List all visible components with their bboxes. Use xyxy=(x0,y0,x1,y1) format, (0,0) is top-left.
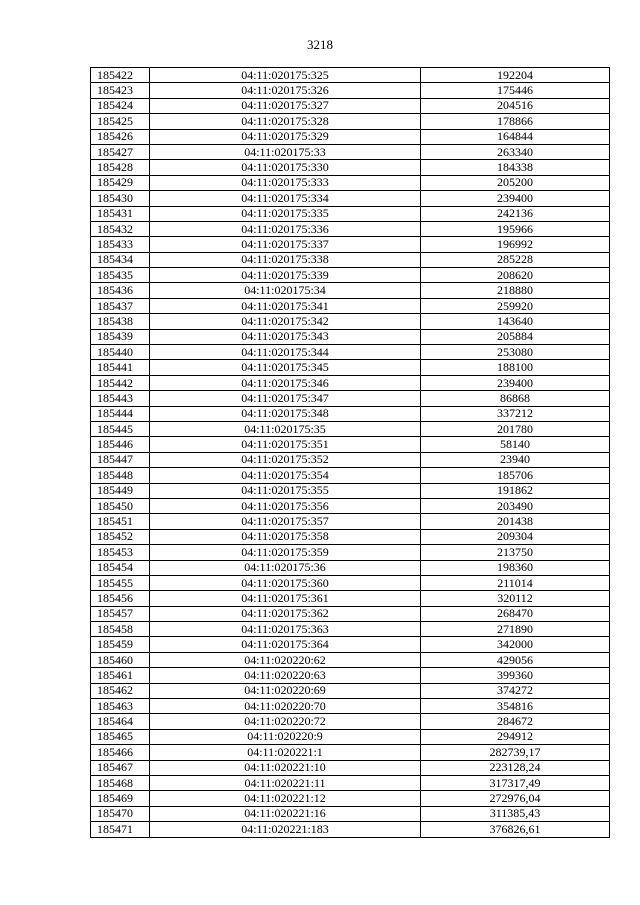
row-number-cell: 185455 xyxy=(91,575,150,590)
row-number-cell: 185431 xyxy=(91,206,150,221)
table-row xyxy=(91,791,610,806)
cadastral-number-cell: 04:11:020175:361 xyxy=(150,591,421,606)
row-number-cell: 185439 xyxy=(91,329,150,344)
value-cell: 175446 xyxy=(421,83,610,98)
row-number-cell: 185447 xyxy=(91,452,150,467)
table-row xyxy=(91,806,610,821)
cadastral-number-cell: 04:11:020175:357 xyxy=(150,514,421,529)
row-number-cell: 185438 xyxy=(91,314,150,329)
table-row xyxy=(91,345,610,360)
row-number-cell: 185425 xyxy=(91,114,150,129)
row-number-cell: 185423 xyxy=(91,83,150,98)
cadastral-number-cell: 04:11:020220:62 xyxy=(150,652,421,667)
table-row xyxy=(91,375,610,390)
value-cell: 337212 xyxy=(421,406,610,421)
row-number-cell: 185444 xyxy=(91,406,150,421)
value-cell: 205200 xyxy=(421,175,610,190)
value-cell: 198360 xyxy=(421,560,610,575)
cadastral-number-cell: 04:11:020175:334 xyxy=(150,191,421,206)
value-cell: 239400 xyxy=(421,191,610,206)
value-cell: 317317,49 xyxy=(421,775,610,790)
value-cell: 23940 xyxy=(421,452,610,467)
cadastral-number-cell: 04:11:020220:63 xyxy=(150,668,421,683)
value-cell: 204516 xyxy=(421,98,610,113)
table-row xyxy=(91,191,610,206)
table-row xyxy=(91,637,610,652)
value-cell: 374272 xyxy=(421,683,610,698)
value-cell: 294912 xyxy=(421,729,610,744)
cadastral-number-cell: 04:11:020175:336 xyxy=(150,221,421,236)
row-number-cell: 185433 xyxy=(91,237,150,252)
cadastral-number-cell: 04:11:020220:72 xyxy=(150,714,421,729)
row-number-cell: 185450 xyxy=(91,498,150,513)
cadastral-number-cell: 04:11:020175:360 xyxy=(150,575,421,590)
cadastral-number-cell: 04:11:020220:9 xyxy=(150,729,421,744)
row-number-cell: 185463 xyxy=(91,699,150,714)
row-number-cell: 185432 xyxy=(91,221,150,236)
value-cell: 354816 xyxy=(421,699,610,714)
row-number-cell: 185451 xyxy=(91,514,150,529)
row-number-cell: 185458 xyxy=(91,622,150,637)
row-number-cell: 185434 xyxy=(91,252,150,267)
row-number-cell: 185442 xyxy=(91,375,150,390)
row-number-cell: 185428 xyxy=(91,160,150,175)
value-cell: 253080 xyxy=(421,345,610,360)
table-row xyxy=(91,437,610,452)
cadastral-number-cell: 04:11:020175:351 xyxy=(150,437,421,452)
value-cell: 164844 xyxy=(421,129,610,144)
value-cell: 192204 xyxy=(421,68,610,83)
cadastral-number-cell: 04:11:020175:36 xyxy=(150,560,421,575)
cadastral-number-cell: 04:11:020175:333 xyxy=(150,175,421,190)
row-number-cell: 185470 xyxy=(91,806,150,821)
cadastral-number-cell: 04:11:020175:354 xyxy=(150,468,421,483)
cadastral-number-cell: 04:11:020175:345 xyxy=(150,360,421,375)
cadastral-number-cell: 04:11:020175:338 xyxy=(150,252,421,267)
cadastral-number-cell: 04:11:020221:11 xyxy=(150,775,421,790)
table-row xyxy=(91,606,610,621)
value-cell: 271890 xyxy=(421,622,610,637)
value-cell: 209304 xyxy=(421,529,610,544)
table-row xyxy=(91,575,610,590)
row-number-cell: 185440 xyxy=(91,345,150,360)
table-row xyxy=(91,68,610,83)
value-cell: 203490 xyxy=(421,498,610,513)
row-number-cell: 185466 xyxy=(91,745,150,760)
value-cell: 242136 xyxy=(421,206,610,221)
row-number-cell: 185426 xyxy=(91,129,150,144)
cadastral-number-cell: 04:11:020175:348 xyxy=(150,406,421,421)
cadastral-number-cell: 04:11:020175:356 xyxy=(150,498,421,513)
value-cell: 184338 xyxy=(421,160,610,175)
table-row xyxy=(91,760,610,775)
table-row xyxy=(91,822,610,837)
value-cell: 282739,17 xyxy=(421,745,610,760)
value-cell: 239400 xyxy=(421,375,610,390)
value-cell: 191862 xyxy=(421,483,610,498)
row-number-cell: 185453 xyxy=(91,545,150,560)
table-row xyxy=(91,298,610,313)
table-row xyxy=(91,268,610,283)
value-cell: 201438 xyxy=(421,514,610,529)
row-number-cell: 185464 xyxy=(91,714,150,729)
cadastral-number-cell: 04:11:020221:16 xyxy=(150,806,421,821)
row-number-cell: 185448 xyxy=(91,468,150,483)
row-number-cell: 185462 xyxy=(91,683,150,698)
row-number-cell: 185424 xyxy=(91,98,150,113)
cadastral-number-cell: 04:11:020175:358 xyxy=(150,529,421,544)
cadastral-number-cell: 04:11:020175:330 xyxy=(150,160,421,175)
row-number-cell: 185441 xyxy=(91,360,150,375)
table-row xyxy=(91,83,610,98)
cadastral-number-cell: 04:11:020175:362 xyxy=(150,606,421,621)
cadastral-number-cell: 04:11:020175:33 xyxy=(150,144,421,159)
row-number-cell: 185446 xyxy=(91,437,150,452)
row-number-cell: 185427 xyxy=(91,144,150,159)
cadastral-number-cell: 04:11:020221:12 xyxy=(150,791,421,806)
row-number-cell: 185452 xyxy=(91,529,150,544)
value-cell: 223128,24 xyxy=(421,760,610,775)
cadastral-number-cell: 04:11:020220:69 xyxy=(150,683,421,698)
row-number-cell: 185468 xyxy=(91,775,150,790)
row-number-cell: 185435 xyxy=(91,268,150,283)
table-row xyxy=(91,421,610,436)
table-row xyxy=(91,514,610,529)
value-cell: 259920 xyxy=(421,298,610,313)
table-row xyxy=(91,668,610,683)
cadastral-number-cell: 04:11:020175:347 xyxy=(150,391,421,406)
value-cell: 376826,61 xyxy=(421,822,610,837)
cadastral-number-cell: 04:11:020220:70 xyxy=(150,699,421,714)
table-row xyxy=(91,483,610,498)
cadastral-number-cell: 04:11:020175:327 xyxy=(150,98,421,113)
value-cell: 268470 xyxy=(421,606,610,621)
table-row xyxy=(91,129,610,144)
cadastral-number-cell: 04:11:020175:339 xyxy=(150,268,421,283)
table-row xyxy=(91,468,610,483)
table-row xyxy=(91,175,610,190)
row-number-cell: 185457 xyxy=(91,606,150,621)
cadastral-number-cell: 04:11:020175:342 xyxy=(150,314,421,329)
cadastral-number-cell: 04:11:020221:183 xyxy=(150,822,421,837)
cadastral-number-cell: 04:11:020175:337 xyxy=(150,237,421,252)
value-cell: 218880 xyxy=(421,283,610,298)
value-cell: 284672 xyxy=(421,714,610,729)
table-row xyxy=(91,745,610,760)
cadastral-number-cell: 04:11:020175:329 xyxy=(150,129,421,144)
cadastral-number-cell: 04:11:020175:34 xyxy=(150,283,421,298)
cadastral-number-cell: 04:11:020175:363 xyxy=(150,622,421,637)
row-number-cell: 185454 xyxy=(91,560,150,575)
value-cell: 208620 xyxy=(421,268,610,283)
table-row xyxy=(91,591,610,606)
value-cell: 211014 xyxy=(421,575,610,590)
table-row xyxy=(91,560,610,575)
value-cell: 320112 xyxy=(421,591,610,606)
value-cell: 58140 xyxy=(421,437,610,452)
table-row xyxy=(91,529,610,544)
cadastral-number-cell: 04:11:020175:35 xyxy=(150,421,421,436)
table-row xyxy=(91,160,610,175)
value-cell: 185706 xyxy=(421,468,610,483)
value-cell: 201780 xyxy=(421,421,610,436)
cadastral-number-cell: 04:11:020175:355 xyxy=(150,483,421,498)
value-cell: 272976,04 xyxy=(421,791,610,806)
cadastral-number-cell: 04:11:020175:341 xyxy=(150,298,421,313)
table-row xyxy=(91,729,610,744)
value-cell: 311385,43 xyxy=(421,806,610,821)
value-cell: 213750 xyxy=(421,545,610,560)
page-number: 3218 xyxy=(307,37,333,52)
table-row xyxy=(91,98,610,113)
value-cell: 195966 xyxy=(421,221,610,236)
row-number-cell: 185469 xyxy=(91,791,150,806)
registry-table-body xyxy=(91,68,610,838)
row-number-cell: 185443 xyxy=(91,391,150,406)
table-row xyxy=(91,237,610,252)
table-row xyxy=(91,360,610,375)
row-number-cell: 185456 xyxy=(91,591,150,606)
value-cell: 178866 xyxy=(421,114,610,129)
table-row xyxy=(91,206,610,221)
value-cell: 188100 xyxy=(421,360,610,375)
value-cell: 285228 xyxy=(421,252,610,267)
cadastral-number-cell: 04:11:020175:343 xyxy=(150,329,421,344)
table-row xyxy=(91,452,610,467)
value-cell: 196992 xyxy=(421,237,610,252)
table-row xyxy=(91,498,610,513)
value-cell: 429056 xyxy=(421,652,610,667)
table-row xyxy=(91,283,610,298)
table-row xyxy=(91,699,610,714)
table-row xyxy=(91,391,610,406)
value-cell: 143640 xyxy=(421,314,610,329)
table-row xyxy=(91,314,610,329)
table-row xyxy=(91,545,610,560)
cadastral-number-cell: 04:11:020175:335 xyxy=(150,206,421,221)
value-cell: 399360 xyxy=(421,668,610,683)
table-row xyxy=(91,329,610,344)
row-number-cell: 185460 xyxy=(91,652,150,667)
value-cell: 263340 xyxy=(421,144,610,159)
value-cell: 342000 xyxy=(421,637,610,652)
cadastral-number-cell: 04:11:020221:1 xyxy=(150,745,421,760)
row-number-cell: 185437 xyxy=(91,298,150,313)
table-row xyxy=(91,714,610,729)
row-number-cell: 185461 xyxy=(91,668,150,683)
row-number-cell: 185429 xyxy=(91,175,150,190)
table-row xyxy=(91,221,610,236)
table-row xyxy=(91,622,610,637)
cadastral-number-cell: 04:11:020175:346 xyxy=(150,375,421,390)
row-number-cell: 185467 xyxy=(91,760,150,775)
row-number-cell: 185445 xyxy=(91,421,150,436)
table-row xyxy=(91,114,610,129)
cadastral-number-cell: 04:11:020221:10 xyxy=(150,760,421,775)
cadastral-number-cell: 04:11:020175:326 xyxy=(150,83,421,98)
cadastral-number-cell: 04:11:020175:364 xyxy=(150,637,421,652)
table-row xyxy=(91,652,610,667)
table-row xyxy=(91,144,610,159)
value-cell: 205884 xyxy=(421,329,610,344)
row-number-cell: 185465 xyxy=(91,729,150,744)
table-row xyxy=(91,406,610,421)
cadastral-number-cell: 04:11:020175:325 xyxy=(150,68,421,83)
table-row xyxy=(91,252,610,267)
row-number-cell: 185449 xyxy=(91,483,150,498)
cadastral-number-cell: 04:11:020175:344 xyxy=(150,345,421,360)
cadastral-number-cell: 04:11:020175:352 xyxy=(150,452,421,467)
row-number-cell: 185459 xyxy=(91,637,150,652)
cadastral-number-cell: 04:11:020175:328 xyxy=(150,114,421,129)
row-number-cell: 185436 xyxy=(91,283,150,298)
value-cell: 86868 xyxy=(421,391,610,406)
row-number-cell: 185471 xyxy=(91,822,150,837)
row-number-cell: 185430 xyxy=(91,191,150,206)
table-row xyxy=(91,775,610,790)
cadastral-number-cell: 04:11:020175:359 xyxy=(150,545,421,560)
registry-table xyxy=(90,67,610,838)
row-number-cell: 185422 xyxy=(91,68,150,83)
table-row xyxy=(91,683,610,698)
